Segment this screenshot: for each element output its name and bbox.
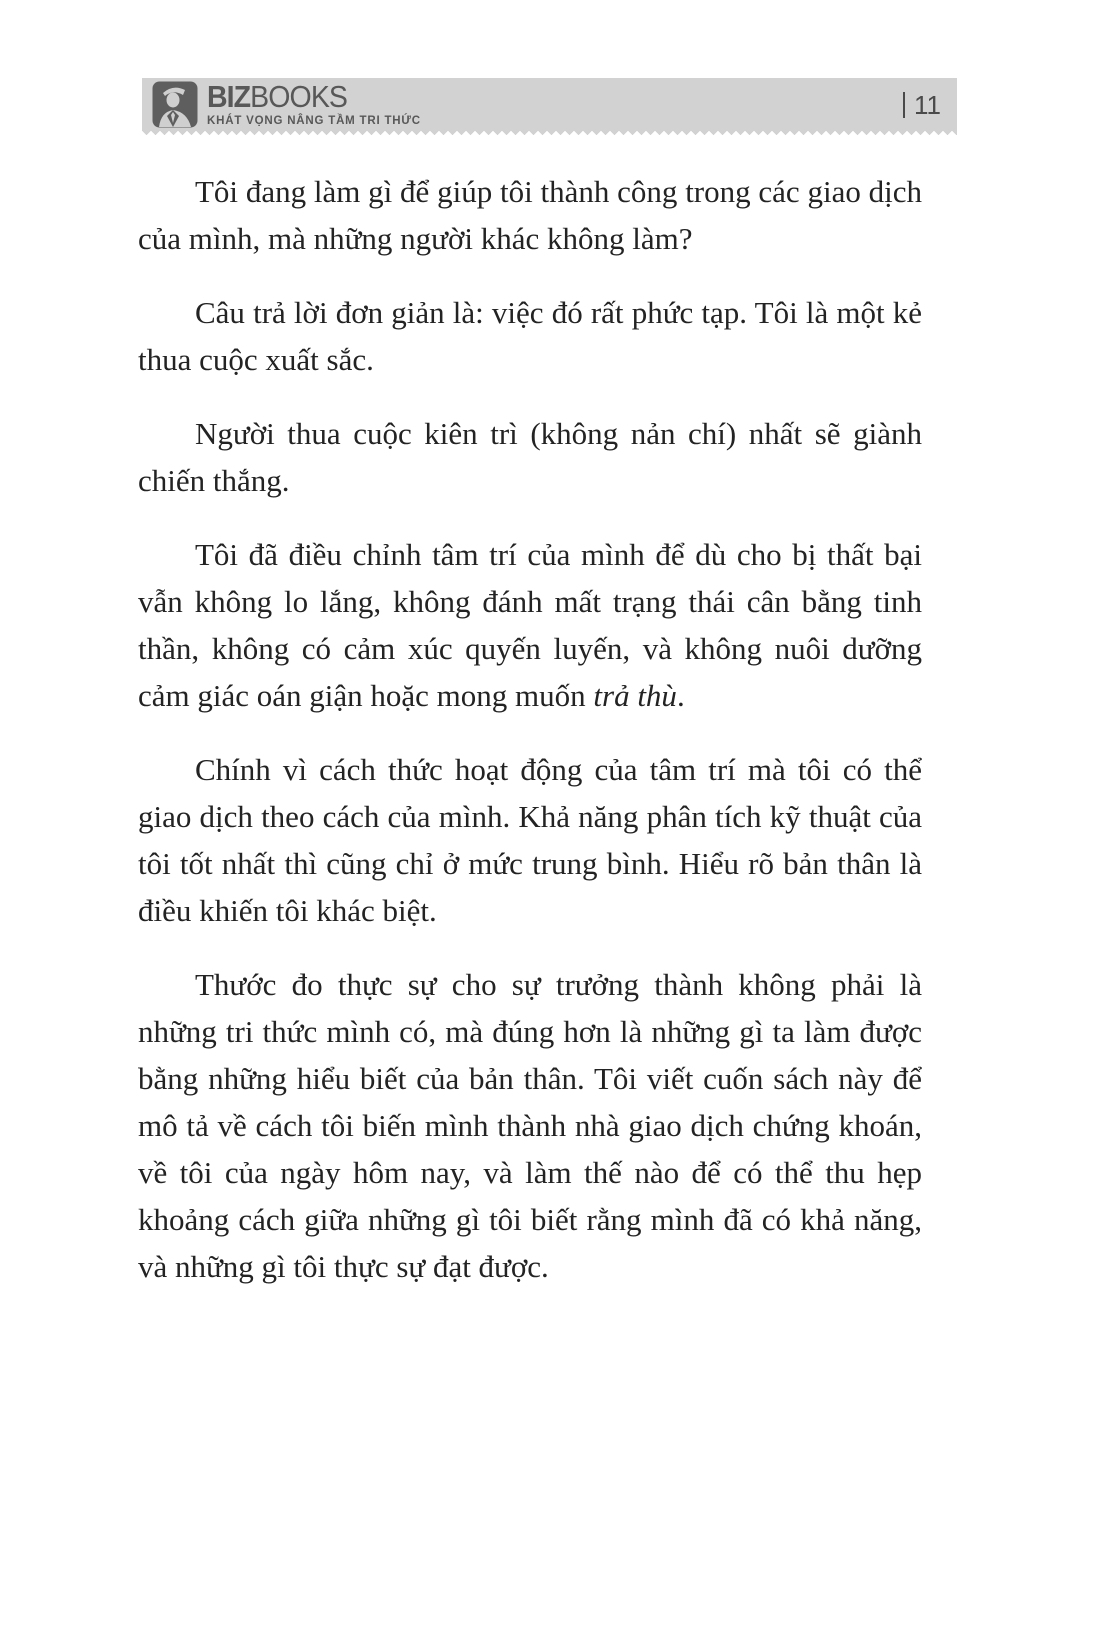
paragraph: [138, 289, 922, 383]
paragraph: [138, 410, 922, 504]
text-run: Chính vì cách thức hoạt động của tâm trí mà tôi có thể giao dịch theo cách của mình. Khả năng phân tích kỹ thuật của tôi tốt nhất thì cũng chỉ ở mức trung bình. Hiểu rõ bản thân là điều khiến tôi khác biệt.: [138, 752, 922, 928]
brand-biz: BIZ: [207, 79, 251, 114]
paragraph: [138, 961, 922, 1290]
text-run: .: [676, 678, 685, 713]
text-run: Tôi đã điều chỉnh tâm trí của mình để dù cho bị thất bại vẫn không lo lắng, không đánh mất trạng thái cân bằng tinh thần, không có cảm xúc quyến luyến, và không nuôi dưỡng cảm giác oán giận hoặc mong muốn: [138, 537, 922, 713]
text-run: Tôi đang làm gì để giúp tôi thành công trong các giao dịch của mình, mà những người khác không làm?: [138, 174, 922, 256]
page-number-value: 11: [914, 89, 941, 120]
paragraph: [138, 746, 922, 934]
businessman-logo-icon: [152, 81, 198, 128]
bizbooks-logo: [152, 81, 421, 128]
header-band: [142, 78, 957, 131]
page-body: [138, 168, 922, 1317]
text-run: Câu trả lời đơn giản là: việc đó rất phức tạp. Tôi là một kẻ thua cuộc xuất sắc.: [138, 295, 922, 377]
paragraph: [138, 168, 922, 262]
page-number-separator: [903, 92, 905, 118]
italic-text-run: trả thù: [593, 678, 677, 713]
page-number: [903, 89, 941, 120]
text-run: Người thua cuộc kiên trì (không nản chí) nhất sẽ giành chiến thắng.: [138, 416, 922, 498]
logo-text: [207, 79, 421, 127]
brand-books: BOOKS: [250, 79, 348, 114]
paragraph: [138, 531, 922, 719]
brand-name: [207, 79, 404, 114]
text-run: Thước đo thực sự cho sự trưởng thành không phải là những tri thức mình có, mà đúng hơn là những gì ta làm được bằng những hiểu biết của bản thân. Tôi viết cuốn sách này để mô tả về cách tôi biến mình thành nhà giao dịch chứng khoán, về tôi của ngày hôm nay, và làm thế nào để có thể thu hẹp khoảng cách giữa những gì tôi biết rằng mình đã có khả năng, và những gì tôi thực sự đạt được.: [138, 967, 922, 1284]
brand-tagline: KHÁT VỌNG NÂNG TẦM TRI THỨC: [207, 115, 421, 127]
band-perforation: [142, 131, 957, 138]
